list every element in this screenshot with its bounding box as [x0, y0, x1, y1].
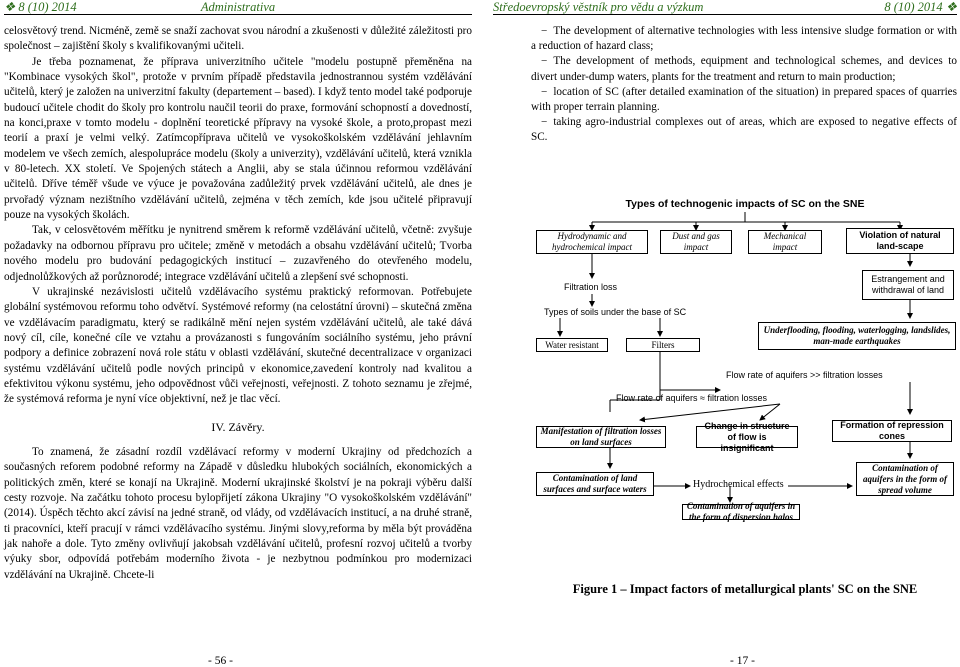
estrangement-box: Estrangement and withdrawal of land — [862, 270, 954, 300]
hydrochemical-label: Hydrochemical effects — [693, 479, 784, 490]
flow-greater-label: Flow rate of aquifers >> filtration losses — [726, 370, 883, 380]
hydrodynamic-box: Hydrodynamic and hydrochemical impact — [536, 230, 648, 254]
list-item: − The development of methods, equipment and technological schemes, and devices to divert under-dump waters, plants for the treatment and return to main production; — [531, 55, 957, 83]
paragraph: To znamená, že zásadní rozdíl vzdělávací reformy v moderní Ukrajiny od předchozích a současných reforem podobné reformy na Západě v důsledku hlubokých sociálních, ekonomických a politických změn, které se konají na Ukrajině. Moderní ukrajinské školství je na pokraji výběru další cesty rozvoje. Na začátku tohoto procesu bylopřijetí zákona Ukrajiny "O vysokoškolském vzdělávání" (2014). Úspěch těchto akcí závisí na jedné straně, od vlády, od vzdělávacích institucí, a na druhé straně, ti pracovníci, kteří pracují v rámci vzdělávacího systému. Jinými slovy,reforma by měla být prováděna jak nahoře a dole. Tyto změny ovlivňují jakobsah vzdělávání učitelů, profesní rozvoj učitelů a tvorby výuky sbor, odpovídá potřebám moderního života - je nezbytnou podmínkou pro modernizaci vzdělávání na Ukrajině. Chcete-li — [4, 445, 472, 581]
dash: − — [541, 85, 548, 98]
list-item: − The development of alternative technologies with less intensive sludge formation or with a reduction of hazard class; — [531, 25, 957, 53]
paragraph: Je třeba poznamenat, že příprava univerzitního učitele "modelu postupně přeměněna na "Kombinace vysokých škol", protože v prvním případě představila jednostrannou systém vzdělávání učitelů, který je založen na univerzitní fakulty (departement – based). I když tento model také podporuje budoucí učitele chodit do školy pro kontrolu naučil teorii do praxe, formování schopností a dovedností, na konci,praxe v tomto modelu - doplnění teoretické přípravy na vysoké škole, a proto,propast mezi teorií a praxí je velmi velký. Zatímcopříprava učitelů ve vysokoškolském vzdělávání jehlavním modelem ve všech zemích, alespolupráce modelu (školy a univerzity), vzdělávání učitelů, která vznikla v 80-letech. XX století. Ve Spojených státech a Anglii, aby se stala účinnou reformou vzdělávání učitelů. Dříve téměř všude ve výuce je považována zadůležitý prvek vzdělávání učitelů, ale dnes je prvořadý význam nezištního vzdělávání učitelů, zejména v těch zemích, kde jsou učitelé připravují pouze na vysokých školách. — [4, 55, 472, 222]
diagram-title: Types of technogenic impacts of SC on the SNE — [625, 198, 865, 210]
figure-caption: Figure 1 – Impact factors of metallurgical plants' SC on the SNE — [572, 582, 918, 596]
dash: − — [541, 25, 548, 37]
flow-approx-label: Flow rate of aquifers ≈ filtration losses — [616, 393, 768, 403]
water-resistant-box: Water resistant — [536, 338, 608, 352]
contamination-land-box: Contamination of land surfaces and surface waters — [536, 472, 654, 496]
violation-box: Violation of natural land-scape — [846, 228, 954, 254]
left-issue: ❖ 8 (10) 2014 — [4, 0, 77, 14]
right-journal: Středoevropský věstník pro vědu a výzkum — [493, 0, 704, 14]
impact-diagram — [530, 190, 960, 520]
left-section: Administrativa — [200, 0, 276, 14]
left-page-number: - 56 - — [208, 655, 233, 667]
list-item: − location of SC (after detailed examination of the situation) in prepared spaces of quarries with proper terrain planning. — [531, 85, 957, 114]
contamination-dispersion-box: Contamination of aquifers in the form of dispersion halos — [682, 504, 800, 520]
filtration-loss-label: Filtration loss — [564, 282, 618, 292]
right-issue: 8 (10) 2014 ❖ — [884, 0, 957, 14]
dash: − — [541, 116, 548, 129]
dust-gas-box: Dust and gas impact — [660, 230, 732, 254]
paragraph: Tak, v celosvětovém měřítku je nynitrend směrem k reformě vzdělávání učitelů, včetně: zvyšuje požadavky na odbornou přípravu pro učitele; změně v metodách a obsahu vzdělávání učitelů; Tvorba nového modelu pro budování pedagogických institucí – zuzavřeného do otevřeného modelu, odjednolůžkových až porůznorodé; integrace vzdělávání učitelů a zlepšení své schopnosti. — [4, 224, 472, 283]
change-structure-box: Change in structure of flow is insignificant — [696, 426, 798, 448]
soil-types-label: Types of soils under the base of SC — [544, 307, 687, 317]
mechanical-box: Mechanical impact — [748, 230, 822, 254]
section-title: IV. Závěry. — [211, 419, 265, 434]
manifestation-box: Manifestation of filtration losses on land surfaces — [536, 426, 666, 448]
repression-box: Formation of repression cones — [832, 420, 952, 442]
left-column — [4, 24, 472, 583]
left-page-header — [4, 0, 472, 15]
list-item: − taking agro-industrial complexes out of areas, which are exposed to negative effects of SC. — [531, 116, 957, 144]
paragraph: V ukrajinské nezávislosti učitelů vzdělávacího systému praktický reformovan. Potřebujete globální systémovou reformu toho odvětví. Systémové reformy (na celostátní úrovni) – skutečná změna ve vzdělávacím paradigmatu, který se radikálně mění nejen systém vzdělávání učitelů, ale také dává nový cíl, cíle, konečné cíle ve vztahu a provázanosti s fungováním sociálního systému, jeho právní podpory a definice zobrazení nová role státu v oblasti vzdělávání, skutečné decentralizace v organizaci systému vzdělávání učitelů podle nových principů v ekonomice,zavedení kontroly nad kvalitou a efektivitou výkonu systému, jeho odpovědnost vůči veřejnosti, veřejnosti. Z tohoto seznamu je zřejmé, že systémová reforma je nyní více objektivní, než je tlac věcí. — [4, 285, 472, 406]
dash: − — [541, 55, 548, 68]
right-page-header — [493, 0, 957, 15]
underflooding-box: Underflooding, flooding, waterlogging, landslides, man-made earthquakes — [758, 322, 956, 350]
contamination-spread-box: Contamination of aquifers in the form of spread volume — [856, 462, 954, 496]
right-page-number: - 17 - — [730, 655, 755, 667]
right-column — [531, 24, 957, 146]
paragraph: celosvětový trend. Nicméně, země se snaží zachovat svou národní a zkušenosti v důležité záležitosti pro společnost – zajištění školy s kvalifikovanými učiteli. — [4, 25, 472, 53]
filters-box: Filters — [626, 338, 700, 352]
